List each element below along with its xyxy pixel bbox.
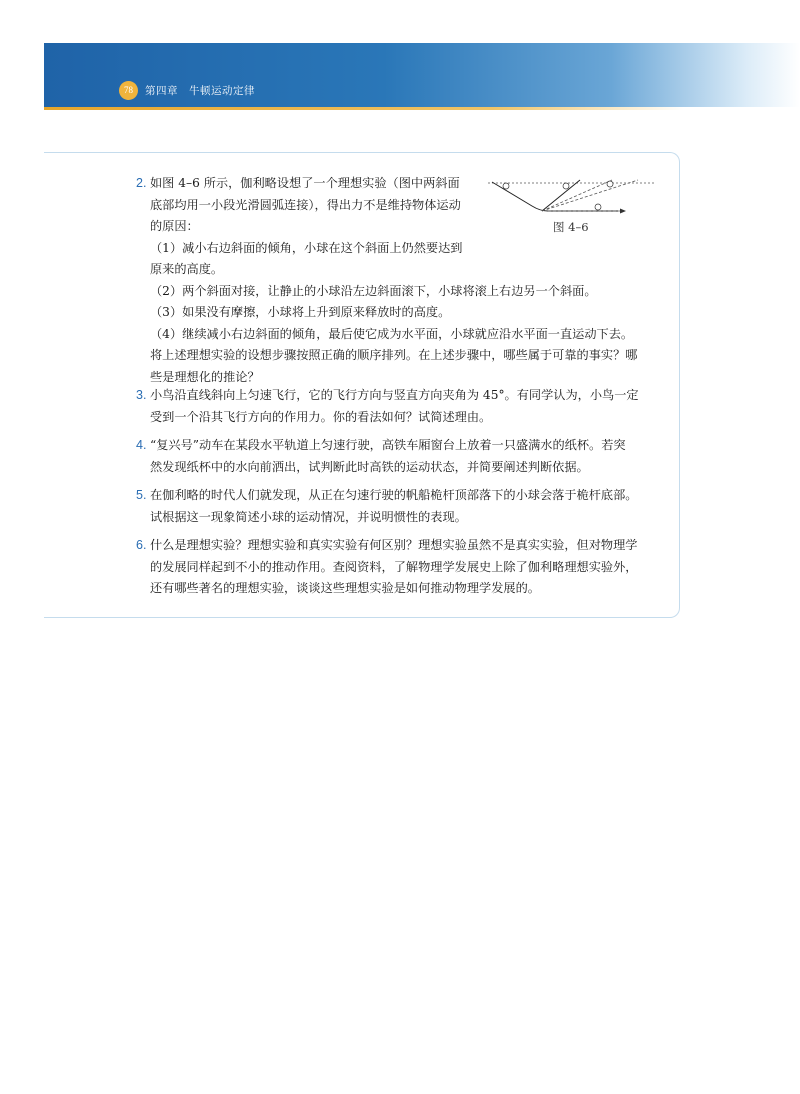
question-number: 6. — [136, 538, 147, 552]
arrow-head-icon — [620, 209, 626, 214]
right-incline-medium — [542, 180, 612, 211]
right-incline-shallow — [542, 180, 638, 211]
question-text-line: 小鸟沿直线斜向上匀速飞行，它的飞行方向与竖直方向夹角为 45°。有同学认为，小鸟一定 — [150, 388, 639, 402]
step-1-line: （1）减小右边斜面的倾角，小球在这个斜面上仍然要达到 — [150, 240, 463, 255]
question-6 — [136, 535, 638, 600]
header-divider — [44, 107, 684, 110]
chapter-title: 第四章 牛顿运动定律 — [145, 85, 255, 97]
question-text-line: 试根据这一现象简述小球的运动情况，并说明惯性的表现。 — [150, 509, 467, 524]
ball-on-horizontal — [595, 204, 601, 210]
page-number-badge: 78 — [119, 81, 138, 100]
question-text-line: 将上述理想实验的设想步骤按照正确的顺序排列。在上述步骤中，哪些属于可靠的事实？哪 — [150, 348, 638, 362]
question-number: 5. — [136, 488, 147, 502]
ball-on-right-incline — [563, 183, 569, 189]
question-text-line: 在伽利略的时代人们就发现，从正在匀速行驶的帆船桅杆顶部落下的小球会落于桅杆底部。 — [150, 488, 638, 502]
question-text-line: 然发现纸杯中的水向前洒出，试判断此时高铁的运动状态，并简要阐述判断依据。 — [150, 459, 589, 474]
question-text-line: 什么是理想实验？理想实验和真实实验有何区别？理想实验虽然不是真实实验，但对物理学 — [150, 538, 638, 552]
step-2-line: （2）两个斜面对接，让静止的小球沿左边斜面滚下，小球将滚上右边另一个斜面。 — [150, 283, 597, 298]
question-text-line: 些是理想化的推论？ — [150, 369, 260, 384]
question-text-line: “复兴号”动车在某段水平轨道上匀速行驶，高铁车厢窗台上放着一只盛满水的纸杯。若突 — [150, 438, 626, 452]
step-1-line: 原来的高度。 — [150, 262, 224, 276]
question-text-line: 底部均用一小段光滑圆弧连接），得出力不是维持物体运动 — [150, 197, 461, 212]
question-text-line: 的原因： — [150, 219, 199, 233]
step-4-line: （4）继续减小右边斜面的倾角，最后使它成为水平面，小球就应沿水平面一直运动下去。 — [150, 326, 634, 341]
figure-4-6-diagram — [486, 172, 666, 216]
question-text-line: 如图 4–6 所示，伽利略设想了一个理想实验（图中两斜面 — [150, 176, 460, 190]
question-text-line: 还有哪些著名的理想实验，谈谈这些理想实验是如何推动物理学发展的。 — [150, 581, 540, 595]
right-incline-steep — [542, 180, 580, 211]
question-text-line: 受到一个沿其飞行方向的作用力。你的看法如何？试简述理由。 — [150, 409, 492, 424]
question-3 — [136, 385, 639, 428]
question-number: 3. — [136, 388, 147, 402]
question-number: 4. — [136, 438, 147, 452]
question-number: 2. — [136, 176, 147, 190]
question-4 — [136, 435, 626, 478]
question-text-line: 的发展同样起到不小的推动作用。查阅资料，了解物理学发展史上除了伽利略理想实验外， — [150, 559, 638, 574]
ball-on-dashed-incline — [607, 181, 613, 187]
question-5 — [136, 485, 638, 528]
ball-start — [503, 183, 509, 189]
figure-caption: 图 4–6 — [553, 220, 589, 234]
step-3-line: （3）如果没有摩擦，小球将上升到原来释放时的高度。 — [150, 305, 451, 319]
